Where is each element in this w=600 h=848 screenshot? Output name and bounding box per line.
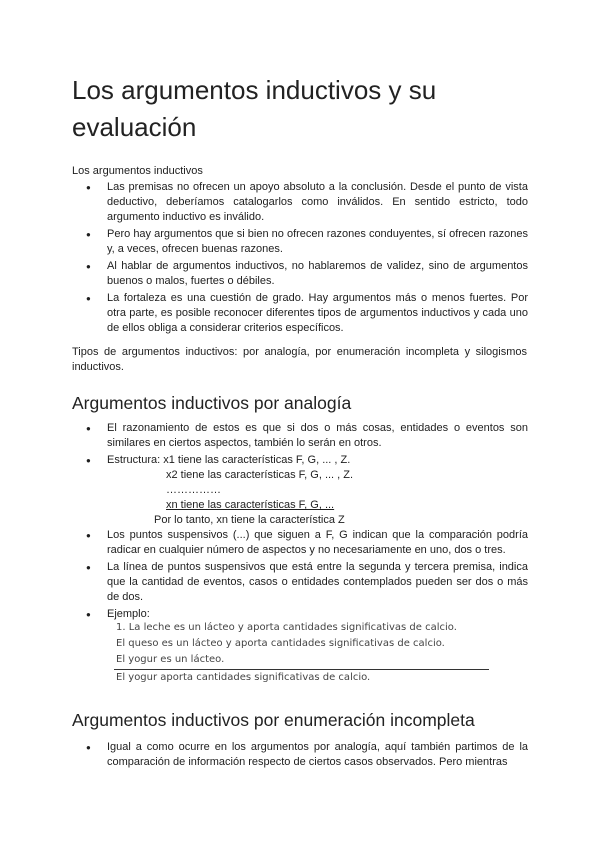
intro-bullet-2: ● Pero hay argumentos que si bien no ofrecen razones conduyentes, sí ofrecen razones y, a veces, ofrecen buenas razones. — [0, 227, 528, 257]
structure-line-2: x2 tiene las características F, G, ... , Z. — [166, 469, 354, 481]
types-paragraph: Tipos de argumentos inductivos: por analogía, por enumeración incompleta y silogismos inductivos. — [72, 346, 527, 373]
structure-line-4: xn tiene las características F, G, ... — [166, 499, 335, 511]
intro-bullet-list — [0, 180, 528, 338]
analogia-bullet-5: ● Ejemplo: — [0, 607, 528, 622]
example-line-1: 1. La leche es un lácteo y aporta cantidades significativas de calcio. — [116, 622, 457, 633]
structure-conclusion: Por lo tanto, xn tiene la característica Z — [154, 514, 345, 526]
analogia-bullet-1: ● El razonamiento de estos es que si dos o más cosas, entidades o eventos son similares en ciertos aspectos, también lo serán en otros. — [0, 421, 528, 451]
enumeracion-heading: Argumentos inductivos por enumeración incompleta — [72, 710, 475, 730]
document-title: Los argumentos inductivos y su evaluación — [72, 75, 437, 142]
example-line-3: El yogur es un lácteo. — [116, 654, 225, 665]
intro-bullet-4: ● La fortaleza es una cuestión de grado. Hay argumentos más o menos fuertes. Por otra parte, es posible reconocer diferentes tipos de argumentos inductivos y cada uno de ellos obliga a considerar criterios específicos. — [0, 291, 528, 336]
enumeracion-bullet-list — [0, 740, 528, 772]
analogia-bullet-1-list — [0, 421, 528, 453]
example-line-2: El queso es un lácteo y aporta cantidades significativas de calcio. — [116, 638, 445, 649]
example-line-4: El yogur aporta cantidades significativas de calcio. — [116, 672, 371, 683]
structure-line-3: …………… — [166, 484, 221, 496]
structure-line-1: ● Estructura: x1 tiene las características F, G, ... , Z. — [0, 453, 528, 468]
analogia-bullet-3: ● Los puntos suspensivos (...) que siguen a F, G indican que la comparación podría radicar en cualquier número de aspectos y no necesariamente en uno, dos o tres. — [0, 528, 528, 558]
intro-heading: Los argumentos inductivos — [72, 165, 203, 177]
analogia-bullet-4: ● La línea de puntos suspensivos que está entre la segunda y tercera premisa, indica que la cantidad de eventos, casos o entidades contemplados pueden ser dos o más de dos. — [0, 560, 528, 605]
analogia-bullets-rest — [0, 528, 528, 624]
intro-bullet-1: ● Las premisas no ofrecen un apoyo absoluto a la conclusión. Desde el punto de vista deductivo, deberíamos catalogarlos como inválidos. En sentido estricto, todo argumento inductivo es inválido. — [0, 180, 528, 225]
intro-bullet-3: ● Al hablar de argumentos inductivos, no hablaremos de validez, sino de argumentos buenos o malos, fuertes o débiles. — [0, 259, 528, 289]
analogia-heading: Argumentos inductivos por analogía — [72, 393, 352, 413]
enumeracion-bullet-1: ● Igual a como ocurre en los argumentos por analogía, aquí también partimos de la comparación de información respecto de ciertos casos observados. Pero mientras — [0, 740, 528, 770]
